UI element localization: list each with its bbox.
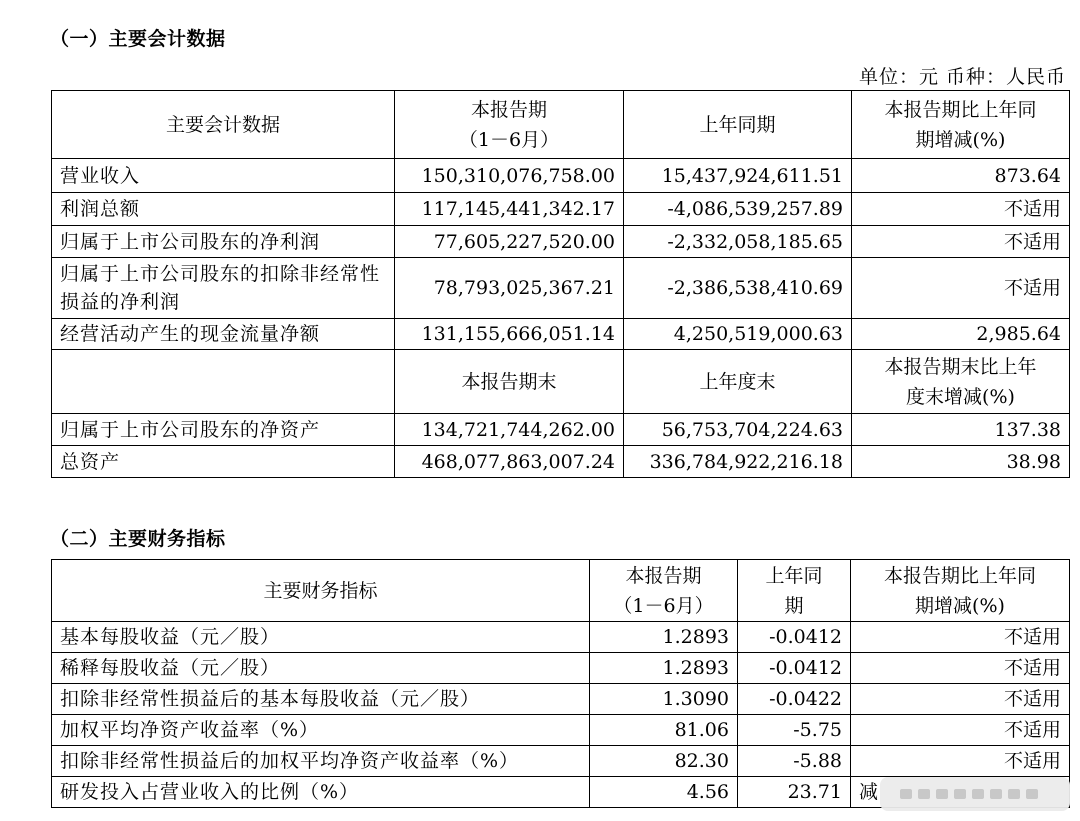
row-label: 扣除非经常性损益后的加权平均净资产收益率（%） — [52, 746, 590, 777]
currency-unit-note: 单位：元 币种：人民币 — [858, 66, 1066, 88]
row-change-value: 137.38 — [852, 414, 1070, 446]
row-label: 归属于上市公司股东的扣除非经常性损益的净利润 — [52, 258, 395, 319]
row-change-value: 不适用 — [851, 653, 1070, 684]
row-label: 营业收入 — [52, 159, 395, 193]
row-prior-value: -4,086,539,257.89 — [624, 193, 852, 226]
row-change-value: 不适用 — [852, 226, 1070, 258]
row-change-value: 2,985.64 — [852, 319, 1070, 350]
row-prior-value: 4,250,519,000.63 — [624, 319, 852, 350]
table-subheader-row — [52, 350, 1070, 414]
row-current-value: 134,721,744,262.00 — [395, 414, 624, 446]
row-change-value: 873.64 — [852, 159, 1070, 193]
row-current-value: 468,077,863,007.24 — [395, 446, 624, 478]
row-current-value: 81.06 — [590, 715, 738, 746]
row-label: 研发投入占营业收入的比例（%） — [52, 777, 590, 808]
row-prior-value: 15,437,924,611.51 — [624, 159, 852, 193]
table-row — [52, 446, 1070, 478]
table-row — [52, 258, 1070, 319]
watermark-icon — [900, 786, 1050, 802]
row-label: 总资产 — [52, 446, 395, 478]
table-row — [52, 622, 1070, 653]
row-label: 经营活动产生的现金流量净额 — [52, 319, 395, 350]
row-current-value: 131,155,666,051.14 — [395, 319, 624, 350]
header-financial-indicator: 主要财务指标 — [52, 560, 590, 622]
table-header-row — [52, 560, 1070, 622]
financial-indicators-table — [51, 559, 1070, 808]
header-change-pct: 本报告期比上年同 期增减(%) — [851, 560, 1070, 622]
row-label: 稀释每股收益（元／股） — [52, 653, 590, 684]
row-prior-value: 56,753,704,224.63 — [624, 414, 852, 446]
row-change-value: 不适用 — [851, 715, 1070, 746]
row-prior-value: -5.75 — [738, 715, 851, 746]
subheader-change-pct: 本报告期末比上年 度末增减(%) — [852, 350, 1070, 414]
table-row — [52, 414, 1070, 446]
row-prior-value: -2,332,058,185.65 — [624, 226, 852, 258]
row-label: 加权平均净资产收益率（%） — [52, 715, 590, 746]
row-change-value: 38.98 — [852, 446, 1070, 478]
row-current-value: 1.3090 — [590, 684, 738, 715]
table-row — [52, 746, 1070, 777]
subheader-empty-cell — [52, 350, 395, 414]
row-current-value: 82.30 — [590, 746, 738, 777]
section2-title: （二）主要财务指标 — [50, 528, 226, 550]
row-prior-value: -0.0412 — [738, 622, 851, 653]
table-header-row — [52, 91, 1070, 159]
row-prior-value: -0.0422 — [738, 684, 851, 715]
subheader-period-end: 本报告期末 — [395, 350, 624, 414]
header-current-period: 本报告期 （1－6月） — [590, 560, 738, 622]
header-prior-period: 上年同期 — [624, 91, 852, 159]
header-change-pct: 本报告期比上年同 期增减(%) — [852, 91, 1070, 159]
row-change-value: 不适用 — [851, 746, 1070, 777]
row-current-value: 78,793,025,367.21 — [395, 258, 624, 319]
row-current-value: 117,145,441,342.17 — [395, 193, 624, 226]
header-prior-period: 上年同 期 — [738, 560, 851, 622]
header-accounting-data: 主要会计数据 — [52, 91, 395, 159]
row-change-value: 不适用 — [851, 622, 1070, 653]
row-label: 扣除非经常性损益后的基本每股收益（元／股） — [52, 684, 590, 715]
table-row — [52, 159, 1070, 193]
row-prior-value: -2,386,538,410.69 — [624, 258, 852, 319]
row-current-value: 1.2893 — [590, 653, 738, 684]
row-change-value: 不适用 — [852, 193, 1070, 226]
table-row — [52, 684, 1070, 715]
accounting-data-table — [51, 90, 1070, 478]
row-prior-value: 23.71 — [738, 777, 851, 808]
row-prior-value: -0.0412 — [738, 653, 851, 684]
row-prior-value: -5.88 — [738, 746, 851, 777]
row-current-value: 150,310,076,758.00 — [395, 159, 624, 193]
row-prior-value: 336,784,922,216.18 — [624, 446, 852, 478]
row-change-value: 减 — [851, 777, 1070, 808]
row-current-value: 77,605,227,520.00 — [395, 226, 624, 258]
row-change-value: 不适用 — [851, 684, 1070, 715]
subheader-prior-year-end: 上年度末 — [624, 350, 852, 414]
row-change-value: 不适用 — [852, 258, 1070, 319]
row-label: 利润总额 — [52, 193, 395, 226]
row-label: 归属于上市公司股东的净利润 — [52, 226, 395, 258]
table-row — [52, 193, 1070, 226]
row-current-value: 4.56 — [590, 777, 738, 808]
table-row — [52, 226, 1070, 258]
row-label: 基本每股收益（元／股） — [52, 622, 590, 653]
table-row — [52, 715, 1070, 746]
header-current-period: 本报告期 （1－6月） — [395, 91, 624, 159]
row-label: 归属于上市公司股东的净资产 — [52, 414, 395, 446]
table-row — [52, 653, 1070, 684]
row-current-value: 1.2893 — [590, 622, 738, 653]
section1-title: （一）主要会计数据 — [50, 28, 226, 50]
watermark-overlay — [880, 777, 1070, 811]
table-row — [52, 319, 1070, 350]
